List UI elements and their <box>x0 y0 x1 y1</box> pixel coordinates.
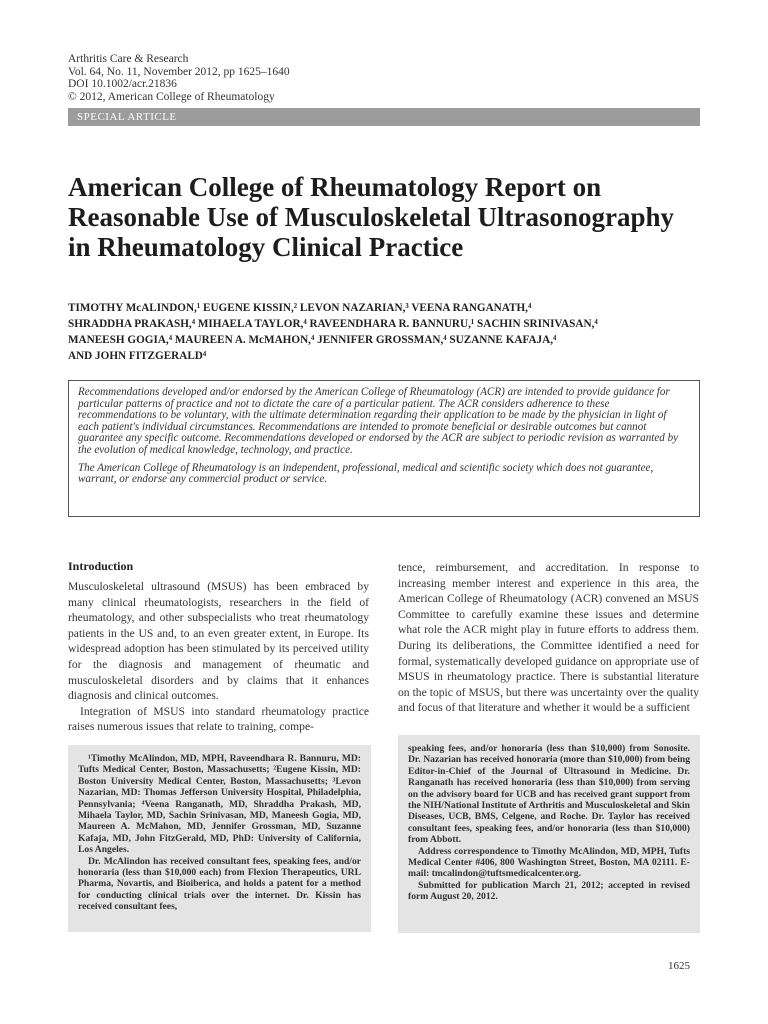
disclaimer-paragraph: Recommendations developed and/or endorsed by the American College of Rheumatology (ACR) are intended to provide guidance for particular patterns of practice and not to dictate the care of a particular patient. The ACR considers adherence to these recommendations to be voluntary, with the ultimate determination regarding their application to be made by the physician in light of each patient's individual circumstances. Recommendations are intended to promote beneficial or desirable outcomes but cannot guarantee any specific outcome. Recommendations developed or endorsed by the ACR are subject to periodic revision as warranted by the evolution of medical knowledge, technology, and practice. <box>78 386 679 456</box>
disclosure-footnote: Dr. McAlindon has received consultant fees, speaking fees, and/or honoraria (less than $10,000 each) from Flexion Therapeutics, URL Pharma, Novartis, and Bioiberica, and holds a patent for a method for conducting clinical trials over the internet. Dr. Kissin has received consultant fees, <box>78 855 361 913</box>
footnote-box-right <box>398 735 700 933</box>
disclaimer-paragraph: The American College of Rheumatology is an independent, professional, medical and scientific society which does not guarantee, warrant, or endorse any commercial product or service. <box>78 461 654 486</box>
journal-volume: Vol. 64, No. 11, November 2012, pp 1625–1640 <box>68 65 290 78</box>
body-paragraph: tence, reimbursement, and accreditation. In response to increasing member interest and experience in this area, the American College of Rheumatology (ACR) convened an MSUS Committee to carefully examine these issues and determine what role the ACR might play in future efforts to address them. During its deliberations, the Committee identified a need for formal, systematically developed guidance on appropriate use of MSUS in rheumatology practice. There is substantial literature on the topic of MSUS, but there was uncertainty over the quality and focus of that literature and whether it would be a sufficient <box>398 561 699 715</box>
article-title: American College of Rheumatology Report on Reasonable Use of Musculoskeletal Ultrasonography in Rheumatology Clinical Practice <box>68 172 674 262</box>
body-paragraph: Musculoskeletal ultrasound (MSUS) has been embraced by many clinical rheumatologists, researchers in the field of rheumatology, and other subspecialists who treat rheumatology patients in the US and, to an even greater extent, in Europe. Its widespread adoption has been stimulated by its perceived utility for the diagnosis and management of rheumatic and musculoskeletal disorders and by claims that it enhances diagnosis and clinical outcomes. <box>68 580 369 703</box>
body-paragraph: Integration of MSUS into standard rheumatology practice raises numerous issues that relate to training, compe- <box>68 704 369 734</box>
disclosure-footnote: speaking fees, and/or honoraria (less than $10,000) from Sonosite. Dr. Nazarian has received honoraria (more than $10,000) from being Editor-in-Chief of the Journal of Ultrasound in Medicine. Dr. Ranganath has received honoraria (less than $10,000) from serving on the advisory board for UCB and has received grant support from the NIH/National Institute of Arthritis and Musculoskeletal and Skin Diseases, UCB, BMS, Celgene, and Roche. Dr. Taylor has received consultant fees, speaking fees, and/or honoraria (less than $10,000) from Abbott. <box>408 743 690 846</box>
journal-info <box>68 53 290 103</box>
author-list <box>68 300 708 364</box>
affiliations-footnote: ¹Timothy McAlindon, MD, MPH, Raveendhara R. Bannuru, MD: Tufts Medical Center, Boston, Massachusetts; ²Eugene Kissin, MD: Boston University Medical Center, Boston, Massachusetts; ³Levon Nazarian, MD: Thomas Jefferson University Hospital, Philadelphia, Pennsylvania; ⁴Veena Ranganath, MD, Shraddha Prakash, MD, Mihaela Taylor, MD, Sachin Srinivasan, MD, Maneesh Gogia, MD, Maureen A. McMahon, MD, Jennifer Grossman, MD, Suzanne Kafaja, MD, John FitzGerald, MD, PhD: University of California, Los Angeles. <box>78 753 361 856</box>
correspondence-footnote: Address correspondence to Timothy McAlindon, MD, MPH, Tufts Medical Center #406, 800 Washington Street, Boston, MA 02111. E-mail: tmcalindon@tuftsmedicalcenter.org. <box>408 845 690 880</box>
author-line: AND JOHN FITZGERALD⁴ <box>68 350 207 362</box>
journal-copyright: © 2012, American College of Rheumatology <box>68 90 275 103</box>
body-column-left <box>68 560 369 735</box>
disclaimer-box <box>68 380 700 517</box>
body-column-right <box>398 560 699 716</box>
footnote-box-left <box>68 745 371 932</box>
section-heading-introduction: Introduction <box>68 559 134 573</box>
journal-doi: DOI 10.1002/acr.21836 <box>68 78 177 90</box>
author-line: MANEESH GOGIA,⁴ MAUREEN A. McMAHON,⁴ JENNIFER GROSSMAN,⁴ SUZANNE KAFAJA,⁴ <box>68 334 557 346</box>
author-line: TIMOTHY McALINDON,¹ EUGENE KISSIN,² LEVON NAZARIAN,³ VEENA RANGANATH,⁴ <box>68 302 532 314</box>
page-number: 1625 <box>668 960 690 972</box>
journal-name: Arthritis Care & Research <box>68 53 189 65</box>
section-banner: SPECIAL ARTICLE <box>68 108 700 126</box>
submission-footnote: Submitted for publication March 21, 2012; accepted in revised form August 20, 2012. <box>408 879 690 903</box>
author-line: SHRADDHA PRAKASH,⁴ MIHAELA TAYLOR,⁴ RAVEENDHARA R. BANNURU,¹ SACHIN SRINIVASAN,⁴ <box>68 318 598 330</box>
